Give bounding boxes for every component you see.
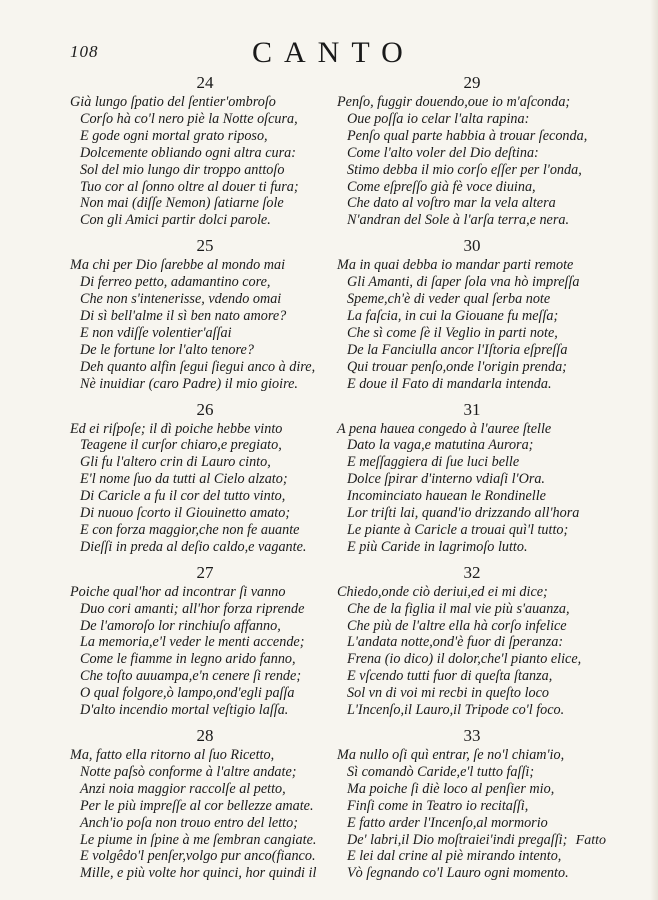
- verse-line: Penſo, fuggir douendo,oue io m'aſconda;: [337, 94, 571, 110]
- verse-line: Dolcemente obliando ogni altra cura:: [80, 144, 296, 161]
- stanza-number: 27: [196, 562, 214, 582]
- verse-line: E fatto arder l'Incenſo,al mormorio: [347, 814, 548, 831]
- verse-line: Ma poiche ſi diè loco al penſier mio,: [347, 780, 555, 797]
- verse-line: Di nuouo ſcorto il Giouinetto amato;: [80, 505, 291, 522]
- verse-line: Gli fu l'altero crin di Lauro cinto,: [80, 454, 271, 471]
- right-column: [337, 74, 607, 882]
- verse-line: Già lungo ſpatio del ſentier'ombroſo: [70, 94, 276, 110]
- verse-line: Ed ei riſpoſe; il dì poiche hebbe vinto: [70, 420, 283, 437]
- verse-line: Vò ſegnando co'l Lauro ogni momento.: [347, 865, 569, 882]
- verse-line: Che de la figlia il mal vie più s'auanza,: [347, 600, 570, 617]
- verse-line: E lei dal crine al piè mirando intento,: [347, 848, 562, 865]
- verse-line: N'andran del Sole à l'arſa terra,e nera.: [347, 212, 570, 229]
- stanza: [70, 564, 340, 719]
- stanza: [337, 237, 607, 392]
- verse-line: Che non s'intenerisse, vdendo omai: [80, 291, 282, 308]
- verse-line: Come eſpreſſo già fè voce diuina,: [347, 178, 536, 195]
- verse-line: D'alto incendio mortal veſtigio laſſa.: [80, 702, 289, 719]
- verse-line: Oue poſſa io celar l'alta rapina:: [347, 110, 530, 127]
- verse-line: Nè inuidiar (caro Padre) il mio gioire.: [80, 375, 298, 392]
- verse-line: Penſo qual parte habbia à trouar ſeconda,: [347, 127, 588, 144]
- verse-line: E meſſaggiera di ſue luci belle: [347, 454, 520, 471]
- verse-line: E doue il Fato di mandarla intenda.: [347, 375, 552, 392]
- verse-line: Poiche qual'hor ad incontrar ſi vanno: [70, 583, 286, 600]
- verse-line: Corſo hà co'l nero piè la Notte oſcura,: [80, 110, 298, 127]
- verse-line: E volgêdo'l penſer,volgo pur anco(fianco.: [80, 848, 316, 865]
- stanza: [337, 401, 607, 556]
- verse-line: De' labri,il Dio moſtraiei'indi pregaſſi;: [347, 831, 568, 848]
- catchword: Fatto: [575, 833, 606, 848]
- verse-line: Anzi noia maggior raccolſe al petto,: [80, 780, 286, 797]
- verse-line: Deh quanto alfin ſegui ſiegui anco à dire,: [80, 358, 316, 375]
- stanza-number: 24: [196, 73, 214, 92]
- verse-line: De le fortune lor l'alto tenore?: [80, 341, 254, 358]
- verse-line: A pena hauea congedo à l'auree ſtelle: [337, 420, 552, 437]
- verse-line: Qui trouar penſo,onde l'origin prenda;: [347, 358, 567, 375]
- verse-line: Ma, fatto ella ritorno al ſuo Ricetto,: [70, 747, 275, 763]
- verse-line: Speme,ch'è di veder qual ſerba note: [347, 291, 551, 308]
- verse-line: E non vdiſſe volentier'aſſai: [80, 324, 232, 341]
- page-edge: [650, 0, 658, 900]
- stanza-number: 31: [463, 399, 481, 419]
- verse-line: Gli Amanti, di ſaper ſola vna hò impreſſa: [347, 274, 580, 291]
- verse-line: E gode ogni mortal grato riposo,: [80, 127, 268, 144]
- verse-line: Lor triſti lai, quand'io drizzando all'hora: [347, 505, 580, 522]
- verse-line: Ma in quai debba io mandar parti remote: [337, 257, 574, 274]
- verse-line: Non mai (diſſe Nemon) ſatiarne ſole: [80, 195, 284, 212]
- verse-line: Le piume in ſpine à me ſembran cangiate.: [80, 831, 317, 848]
- verse-line: Ma chi per Dio ſarebbe al mondo mai: [70, 257, 286, 274]
- verse-line: O qual folgore,ò lampo,ond'egli paſſa: [80, 685, 295, 702]
- verse-line: E con forza maggior,che non fe auante: [80, 521, 300, 538]
- verse-line: Dieſſi in preda al deſio caldo,e vagante.: [80, 538, 307, 555]
- verse-line: Dato la vaga,e matutina Aurora;: [347, 437, 534, 454]
- stanza: [70, 237, 340, 392]
- verse-line: Incominciato hauean le Rondinelle: [347, 488, 546, 505]
- verse-line: Finſi come in Teatro io recitaſſi,: [347, 797, 529, 814]
- verse-line: E più Caride in lagrimoſo lutto.: [347, 538, 528, 555]
- stanza-number: 32: [463, 562, 481, 582]
- stanza-number: 30: [463, 236, 481, 256]
- stanza: [337, 74, 607, 229]
- verse-line: Sol del mio lungo dir troppo anttoſo: [80, 161, 285, 178]
- verse-line: L'Incenſo,il Lauro,il Tripode co'l foco.: [347, 702, 565, 719]
- verse-line: Teagene il curſor chiaro,e pregiato,: [80, 437, 282, 454]
- stanza-number: 33: [463, 726, 481, 745]
- verse-line: Che sì come ſè il Veglio in parti note,: [347, 324, 558, 341]
- verse-line: Di ferreo petto, adamantino core,: [80, 274, 271, 291]
- verse-line: Che toſto auuampa,e'n cenere ſi rende;: [80, 668, 302, 685]
- verse-line: Stimo debba il mio corſo eſſer per l'onda,: [347, 161, 582, 178]
- verse-line: Mille, e più volte hor quinci, hor quindi il: [80, 865, 317, 882]
- verse-line: Chiedo,onde ciò deriui,ed ei mi dice;: [337, 583, 548, 600]
- stanza: [337, 564, 607, 719]
- verse-line: Duo cori amanti; all'hor forza riprende: [80, 600, 305, 617]
- running-title: CANTO: [252, 36, 415, 69]
- stanza: [70, 727, 340, 882]
- left-column: [70, 74, 340, 882]
- verse-line: De la Fanciulla ancor l'Iſtoria eſpreſſa: [347, 341, 568, 358]
- verse-line: E'l nome ſuo da tutti al Cielo alzato;: [80, 471, 288, 488]
- verse-line: Di Caricle a fu il cor del tutto vinto,: [80, 488, 286, 505]
- verse-line: La memoria,e'l veder le menti accende;: [80, 634, 305, 651]
- stanza-number: 28: [196, 726, 214, 745]
- verse-line: De l'amoroſo lor rinchiuſo affanno,: [80, 617, 281, 634]
- verse-line: Ma nullo oſi quì entrar, ſe no'l chiam'io,: [337, 747, 565, 763]
- stanza-number: 26: [196, 399, 214, 419]
- verse-line: Sì comandò Caride,e'l tutto faſſi;: [347, 763, 535, 780]
- verse-line: Notte paſsò conforme à l'altre andate;: [80, 763, 297, 780]
- verse-line: Tuo cor al ſonno oltre al douer ti fura;: [80, 178, 299, 195]
- verse-line: Le piante à Caricle a trouai quì'l tutto;: [347, 521, 569, 538]
- verse-line: Di sì bell'alme il sì ben nato amore?: [80, 307, 287, 324]
- verse-line: Anch'io poſa non trouo entro del letto;: [80, 814, 298, 831]
- stanza-number: 25: [196, 236, 214, 256]
- verse-line: E vſcendo tutti fuor di queſta ſtanza,: [347, 668, 553, 685]
- stanza: [70, 74, 340, 229]
- verse-line: Che dato al voſtro mar la vela altera: [347, 195, 556, 212]
- stanza: [337, 727, 607, 882]
- verse-line: Sol vn di voi mi recbi in queſto loco: [347, 685, 549, 702]
- verse-line: Come le fiamme in legno arido fanno,: [80, 651, 296, 668]
- stanza-number: 29: [463, 73, 481, 92]
- verse-line: Per le più impreſſe al cor bellezze amate.: [80, 797, 314, 814]
- verse-line: L'andata notte,ond'è fuor di ſperanza:: [347, 634, 564, 651]
- verse-line: Frena (io dico) il dolor,che'l pianto elice,: [347, 651, 582, 668]
- stanza: [70, 401, 340, 556]
- verse-line: Come l'alto voler del Dio deſtina:: [347, 144, 539, 161]
- verse-line: Dolce ſpirar d'interno vdiaſi l'Ora.: [347, 471, 545, 488]
- verse-line: La faſcia, in cui la Giouane fu meſſa;: [347, 307, 559, 324]
- verse-line: Che più de l'altre ella hà corſo infelice: [347, 617, 567, 634]
- verse-line: Con gli Amici partir dolci parole.: [80, 212, 271, 229]
- page-number: 108: [70, 42, 99, 61]
